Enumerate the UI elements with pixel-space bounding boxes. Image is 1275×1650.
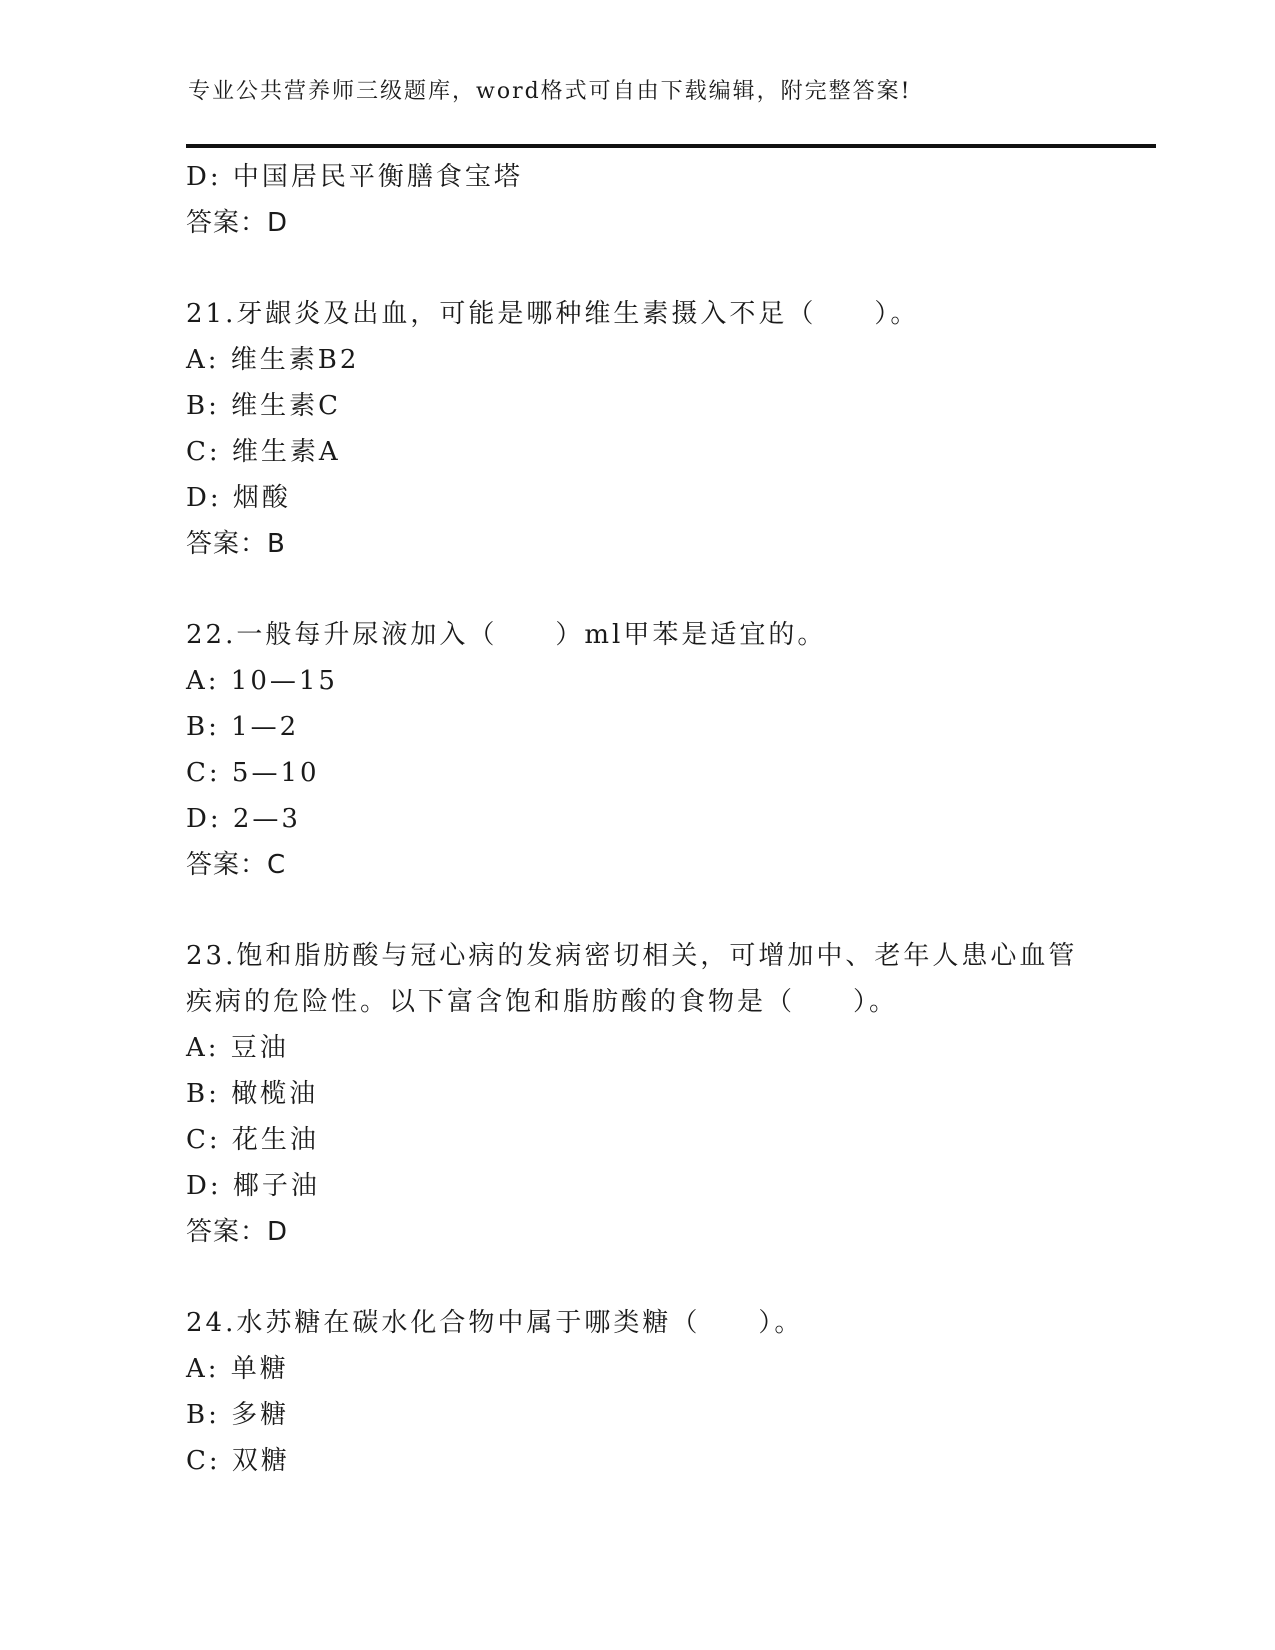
option-b: B: 橄榄油 [186, 1079, 319, 1109]
answer-line: 答案：B [186, 529, 286, 559]
option-a: A: 豆油 [186, 1033, 289, 1063]
answer-line: 答案：D [186, 208, 289, 238]
option-d: D: 椰子油 [186, 1171, 320, 1201]
option-c: C: 花生油 [186, 1125, 319, 1155]
option-d: D: 中国居民平衡膳食宝塔 [186, 162, 523, 192]
option-b: B: 1—2 [186, 712, 300, 742]
question-block [186, 933, 1126, 1255]
question-stem: 24.水苏糖在碳水化合物中属于哪类糖（ ）。 [186, 1308, 804, 1338]
header-divider [186, 144, 1156, 148]
option-a: A: 单糖 [186, 1354, 289, 1384]
question-block [186, 1300, 1126, 1484]
question-block [186, 291, 1126, 567]
option-d: D: 2—3 [186, 804, 301, 834]
answer-line: 答案：D [186, 1217, 289, 1247]
question-list [186, 154, 1126, 1484]
question-block [186, 154, 1126, 246]
option-b: B: 多糖 [186, 1400, 290, 1430]
option-b: B: 维生素C [186, 391, 342, 421]
option-c: C: 维生素A [186, 437, 341, 467]
question-stem: 22.一般每升尿液加入（ ）ml甲苯是适宜的。 [186, 620, 827, 650]
question-stem-line-2: 疾病的危险性。以下富含饱和脂肪酸的食物是（ ）。 [186, 987, 899, 1017]
option-a: A: 维生素B2 [186, 345, 360, 375]
question-stem-line-1: 23.饱和脂肪酸与冠心病的发病密切相关，可增加中、老年人患心血管 [186, 941, 1078, 971]
option-d: D: 烟酸 [186, 483, 291, 513]
option-c: C: 双糖 [186, 1446, 290, 1476]
question-stem: 21.牙龈炎及出血，可能是哪种维生素摄入不足（ ）。 [186, 299, 920, 329]
page-header: 专业公共营养师三级题库，word格式可自由下载编辑，附完整答案! [188, 79, 912, 104]
answer-line: 答案：C [186, 850, 287, 880]
option-c: C: 5—10 [186, 758, 320, 788]
option-a: A: 10—15 [186, 666, 338, 696]
question-block [186, 612, 1126, 888]
